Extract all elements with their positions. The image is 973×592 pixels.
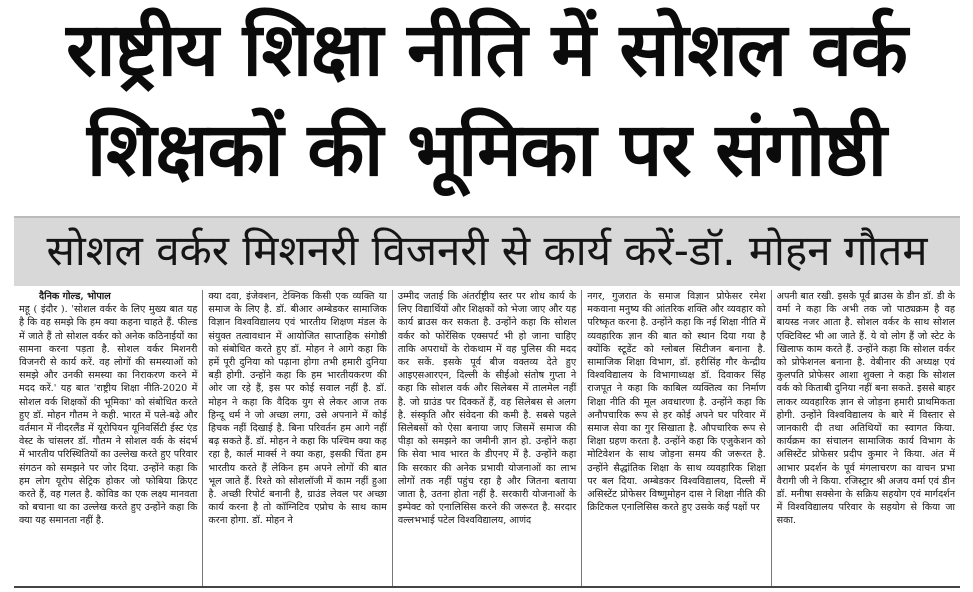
article-column-1 (14, 290, 203, 586)
bottom-rule (14, 586, 960, 588)
subheadline: सोशल वर्कर मिशनरी विजनरी से कार्य करें-डॉ. मोहन गौतम (46, 226, 928, 275)
byline: दैनिक गोल्ड, भोपाल (39, 291, 111, 302)
headline (0, 0, 973, 212)
subheadline-band (14, 216, 960, 286)
column-text: उम्मीद जताई कि अंतर्राष्ट्रीय स्तर पर शोध कार्य के लिए विद्यार्थियों और शिक्षकों को भेजा जाए और यह कार्य ब्राउस कर सकता है. उन्होंने कहा कि सोशल वर्कर को फोरेंसिक एक्सपर्ट भी हो जाना चाहिए ताकि अपराधों के रोकथाम में वह पुलिस की मदद कर सकें. इसके पूर्व बीज वक्तव्य देते हुए आइएसआरएन, दिल्ली के सीईओ संतोष गुप्ता ने कहा कि सोशल वर्क और सिलेबस में तालमेल नहीं है. जो ग्राउंड पर दिक्कतें हैं, वह सिलेबस से अलग है. संस्कृति और संवेदना की कमी है. सबसे पहले सिलेबसों को ऐसा बनाया जाए जिसमें समाज की पीड़ा को समझने का जमीनी ज्ञान हो. उन्होंने कहा कि सेवा भाव भारत के डीएनए में है. उन्होंने कहा कि सरकार की अनेक प्रभावी योजनाओं का लाभ लोगों तक नहीं पहुंच रहा है और जितना बताया जाता है, उतना होता नहीं है. सरकारी योजनाओं के इम्पेक्ट को एनालिसिस करने की जरूरत है. सरदार वल्लभभाई पटेल विश्वविद्यालय, आणंद (397, 291, 577, 527)
headline-line-2: शिक्षकों की भूमिका पर संगोष्ठी (87, 107, 886, 193)
column-text: नगर, गुजरात के समाज विज्ञान प्रोफेसर रमेश मकवाना मनुष्य की आंतरिक शक्ति और व्यवहार को परिष्कृत करना है. उन्होंने कहा कि नई शिक्षा नीति में व्यवहारिक ज्ञान की बात को स्थान दिया गया है क्योंकि स्टूडेंट को ग्लोबल सिटीजन बनाना है. सामाजिक शिक्षा विभाग, डॉ. हरीसिंह गौर केन्द्रीय विश्वविद्यालय के विभागाध्यक्ष डॉ. दिवाकर सिंह राजपूत ने कहा कि काबिल व्यक्तित्व का निर्माण शिक्षा नीति की मूल अवधारणा है. उन्होंने कहा कि अनौपचारिक रूप से हर कोई अपने घर परिवार में समाज सेवा का गुर सिखाता है. औपचारिक रूप से शिक्षा ग्रहण करता है. उन्होंने कहा कि एजुकेशन को मोटिवेशन के साथ जोड़ना समय की जरूरत है. उन्होंने सैद्धांतिक शिक्षा के साथ व्यवहारिक शिक्षा पर बल दिया. अम्बेडकर विश्वविद्यालय, दिल्ली में असिस्टेंट प्रोफेसर विष्णुमोहन दास ने शिक्षा नीति की क्रिटिकल एनालिसिस करते हुए उसके कई पक्षों पर (587, 291, 766, 514)
article-column-5 (772, 290, 960, 586)
column-text: क्या दवा, इंजेक्शन, टेक्निक किसी एक व्यक्ति या समाज के लिए है. डॉ. बीआर अम्बेडकर सामाजिक विज्ञान विश्वविद्यालय एवं भारतीय शिक्षण मंडल के संयुक्त तत्वावधान में आयोजित साप्ताहिक संगोष्ठी को संबोधित करते हुए डॉ. मोहन ने आगे कहा कि हमें पूरी दुनिया को पढ़ाना होगा तभी हमारी दुनिया बड़ी होगी. उन्होंने कहा कि हम भारतीयकरण की ओर जा रहे हैं, इस पर कोई सवाल नहीं है. डॉ. मोहन ने कहा कि वैदिक युग से लेकर आज तक हिन्दू धर्म ने जो अच्छा लगा, उसे अपनाने में कोई हिचक नहीं दिखाई है. बिना परिवर्तन हम आगे नहीं बढ़ सकते हैं. डॉ. मोहन ने कहा कि पश्चिम क्या कह रहा है, कार्ल मार्क्स ने क्या कहा, इसकी चिंता हम भारतीय करते हैं लेकिन हम अपने लोगों की बात भूल जाते हैं. रिश्ते को सोशलॉजी में काम नहीं हुआ है. अच्छी रिपोर्ट बनानी है, ग्राउंड लेवल पर अच्छा कार्य करना है तो कॉग्निटिव एप्रोच के साथ काम करना होगा. डॉ. मोहन ने (208, 291, 387, 527)
article-column-3 (393, 290, 582, 586)
article-column-2 (203, 290, 392, 586)
column-text: अपनी बात रखी. इसके पूर्व ब्राउस के डीन डॉ. डी के वर्मा ने कहा कि अभी तक जो पाठ्यक्रम है वह बायस्ड नजर आता है. सोशल वर्कर के साथ सोशल एक्टिविस्ट भी आ जाते हैं. ये वो लोग हैं जो स्टेट के खिलाफ काम करते हैं. उन्होंने कहा कि सोशल वर्कर को प्रोफेशनल बनाना है. वेबीनार की अध्यक्ष एवं कुलपति प्रोफेसर आशा शुक्ला ने कहा कि सोशल वर्क को किताबी दुनिया नहीं बना सकते. इससे बाहर लाकर व्यवहारिक ज्ञान से जोड़ना हमारी प्राथमिकता होगी. उन्होंने विश्वविद्यालय के बारे में विस्तार से जानकारी दी तथा अतिथियों का स्वागत किया. कार्यक्रम का संचालन सामाजिक कार्य विभाग के असिस्टेंट प्रोफेसर प्रदीप कुमार ने किया. अंत में आभार प्रदर्शन के पूर्व मंगलाचरण का वाचन प्रभा वैरागी जी ने किया. रजिस्ट्रार श्री अजय वर्मा एवं डीन डॉ. मनीषा सक्सेना के सक्रिय सहयोग एवं मार्गदर्शन में विश्वविद्यालय परिवार के सहयोग से किया जा सका. (776, 291, 956, 527)
article-column-4 (582, 290, 771, 586)
article-body (14, 290, 960, 586)
column-text: महू ( इंदौर ). 'सोशल वर्कर के लिए मुख्य बात यह है कि वह समझे कि हम क्या कहना चाहते हैं. फील्ड में जाते हैं तो सोशल वर्कर को अनेक कठिनाईयों का सामना करना पड़ता है. सोशल वर्कर मिशनरी विजनरी से कार्य करें. वह लोगों की समस्याओं को समझे और उनकी समस्या का निराकरण करने में मदद करें.' यह बात 'राष्ट्रीय शिक्षा नीति-2020 में सोशल वर्क शिक्षकों की भूमिका' को संबोधित करते हुए डॉ. मोहन गौतम ने कही. भारत में पले-बढ़े और वर्तमान में नीदरलैंड में यूरोपियन यूनिवर्सिटी ईस्ट एंड वेस्ट के चांसलर डॉ. गौतम ने सोशल वर्क के संदर्भ में भारतीय परिस्थितियों का उल्लेख करते हुए परिवार संगठन को समझने पर जोर दिया. उन्होंने कहा कि हम लोग यूरोप सेट्रिक होकर जो फोबिया क्रिएट करते हैं, वह गलत है. कोविड का एक लक्ष्य मानवता को बचाना था का उल्लेख करते हुए उन्होंने कहा कि क्या यह समानता नहीं है. (19, 304, 198, 527)
headline-line-1: राष्ट्रीय शिक्षा नीति में सोशल वर्क (66, 7, 907, 93)
